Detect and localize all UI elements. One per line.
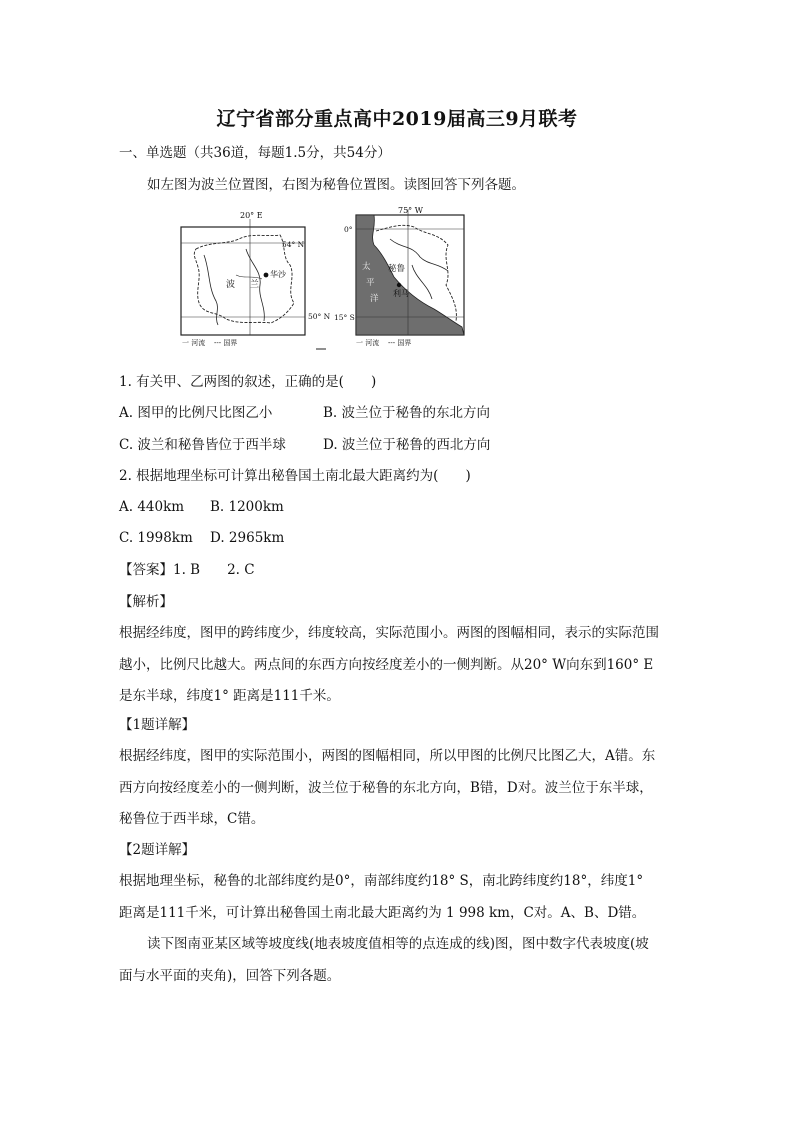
next-question-intro xyxy=(119,929,679,992)
lima-point xyxy=(397,283,401,287)
answer-line: 【答案】1. B 2. C xyxy=(119,562,255,578)
q1-option-d: D. 波兰位于秘鲁的西北方向 xyxy=(323,437,491,453)
analysis-line: 根据经纬度，图甲的跨纬度少，纬度较高，实际范围小。两图的图幅相同，表示的实际范围 xyxy=(119,625,659,641)
lat-label-54n: 54° N xyxy=(282,240,305,249)
detail1-line: 根据经纬度，图甲的实际范围小，两图的图幅相同，所以甲图的比例尺比图乙大，A错。东 xyxy=(119,748,656,764)
q1-option-c: C. 波兰和秘鲁皆位于西半球 xyxy=(119,437,286,453)
detail2-line: 距离是111千米，可计算出秘鲁国土南北最大距离约为 1 998 km，C对。A、B、D错。 xyxy=(119,904,646,921)
warsaw-point xyxy=(264,273,269,278)
q1-option-b: B. 波兰位于秘鲁的东北方向 xyxy=(323,405,491,421)
detail2-heading: 【2题详解】 xyxy=(119,842,196,858)
next-intro-line: 面与水平面的夹角)，回答下列各题。 xyxy=(119,967,341,984)
analysis-line: 越小，比例尺比越大。两点间的东西方向按经度差小的一侧判断。从20° W向东到160° E xyxy=(119,656,654,673)
peru-label: 秘鲁 xyxy=(388,264,406,274)
detail1-paragraph xyxy=(119,741,679,836)
lon-label-75w: 75° W xyxy=(398,206,423,215)
lat-label-15s: 15° S xyxy=(334,313,355,322)
warsaw-label: 华沙 xyxy=(270,270,286,279)
poland-char-2: 兰 xyxy=(250,280,260,290)
lat-label-50n: 50° N xyxy=(308,312,331,321)
q1-option-a: A. 图甲的比例尺比图乙小 xyxy=(119,405,273,421)
lat-label-0: 0° xyxy=(344,225,353,234)
q2-option-d: D. 2965km xyxy=(210,530,285,546)
analysis-paragraph xyxy=(119,618,679,713)
q1-stem: 1. 有关甲、乙两图的叙述，正确的是( ) xyxy=(119,374,377,390)
detail1-heading: 【1题详解】 xyxy=(119,717,196,733)
legend-border: --- 国界 xyxy=(214,339,238,347)
document-title: 辽宁省部分重点高中2019届高三9月联考 xyxy=(216,108,578,130)
lon-label-20e: 20° E xyxy=(240,211,263,220)
detail2-line: 根据地理坐标，秘鲁的北部纬度约是0°，南部纬度约18° S，南北跨纬度约18°，纬度1° xyxy=(119,873,644,889)
question-intro: 如左图为波兰位置图，右图为秘鲁位置图。读图回答下列各题。 xyxy=(147,177,525,193)
next-intro-line: 读下图南亚某区域等坡度线(地表坡度值相等的点连成的线)图，图中数字代表坡度(坡 xyxy=(147,936,649,952)
detail1-line: 秘鲁位于西半球，C错。 xyxy=(119,811,265,827)
poland-map xyxy=(181,211,331,349)
lima-label: 利马 xyxy=(393,289,409,298)
ocean-char-2: 平 xyxy=(366,278,375,288)
ocean-char-3: 洋 xyxy=(370,294,379,304)
ocean-char-1: 太 xyxy=(362,262,371,272)
detail2-paragraph xyxy=(119,866,679,929)
analysis-heading: 【解析】 xyxy=(119,594,173,610)
legend-border-right: --- 国界 xyxy=(388,339,412,347)
analysis-line: 是东半球，纬度1° 距离是111千米。 xyxy=(119,688,340,704)
q2-stem: 2. 根据地理坐标可计算出秘鲁国土南北最大距离约为( ) xyxy=(119,468,471,484)
q2-option-c: C. 1998km xyxy=(119,530,193,546)
peru-map xyxy=(334,206,464,347)
poland-char-1: 波 xyxy=(226,280,236,290)
legend-river: 一 河流 xyxy=(182,339,206,347)
section-heading: 一、单选题（共36道，每题1.5分，共54分） xyxy=(119,145,391,161)
legend-river-right: 一 河流 xyxy=(356,339,380,347)
q2-option-a: A. 440km xyxy=(119,499,185,515)
detail1-line: 西方向按经度差小的一侧判断，波兰位于秘鲁的东北方向，B错，D对。波兰位于东半球， xyxy=(119,779,653,796)
q2-option-b: B. 1200km xyxy=(210,499,284,515)
location-maps-figure xyxy=(176,205,476,353)
